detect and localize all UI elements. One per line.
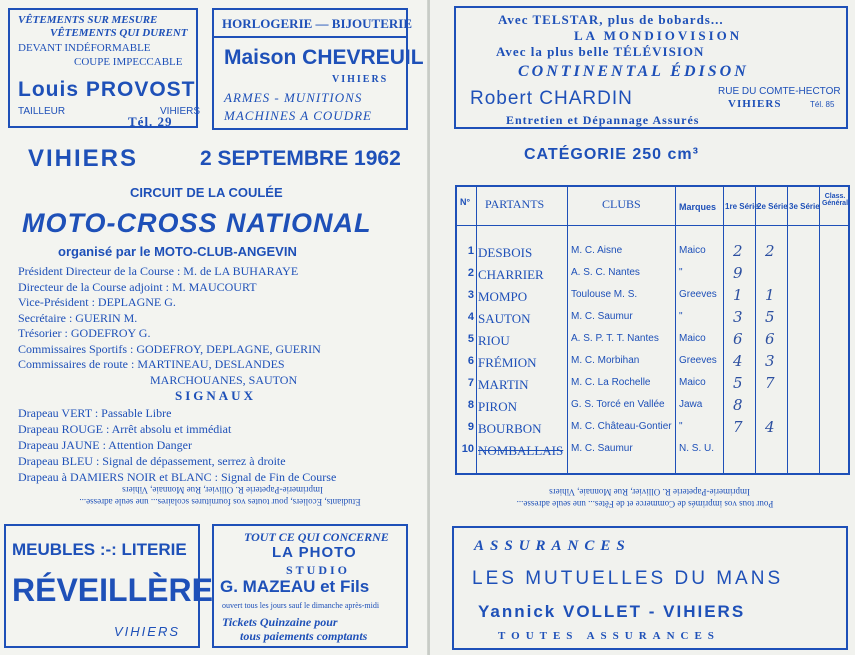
cell-name: BOURBON (478, 421, 542, 436)
cell-name: MARTIN (478, 377, 529, 392)
cell-club: M. C. Aisne (571, 245, 623, 256)
th-clubs: CLUBS (602, 197, 641, 211)
official-line: Vice-Président : DEPLAGNE G. (18, 295, 176, 309)
cell-brand: Jawa (679, 399, 703, 410)
cell-num: 7 (467, 377, 474, 389)
officials-list (18, 264, 321, 388)
cell-serie2: 7 (765, 374, 775, 392)
signal-line: Drapeau ROUGE : Arrêt absolu et immédiat (18, 422, 232, 436)
th-marques: Marques (679, 202, 717, 212)
mutuelles-name: Yannick VOLLET - VIHIERS (478, 602, 746, 621)
cell-club: M. C. Saumur (571, 443, 633, 454)
event-title: MOTO-CROSS NATIONAL (22, 208, 372, 238)
provost-line1: VÊTEMENTS SUR MESURE (18, 14, 158, 26)
table-row (457, 396, 852, 420)
signal-line: Drapeau BLEU : Signal de dépassement, serrez à droite (18, 454, 286, 468)
chevreuil-header: HORLOGERIE — BIJOUTERIE (222, 16, 412, 31)
ad-provost (8, 8, 201, 129)
event-date: 2 SEPTEMBRE 1962 (200, 147, 401, 170)
provost-trade: TAILLEUR (18, 106, 66, 117)
th-partants: PARTANTS (485, 197, 545, 211)
cell-club: A. S. C. Nantes (571, 267, 640, 278)
chardin-line1: Avec TELSTAR, plus de bobards... (498, 12, 724, 27)
cell-club: A. S. P. T. T. Nantes (571, 333, 659, 344)
chevreuil-line1: ARMES - MUNITIONS (224, 90, 363, 105)
chevreuil-name: Maison CHEVREUIL (224, 46, 424, 69)
cell-num: 4 (467, 311, 474, 323)
signal-line: Drapeau à DAMIERS NOIR et BLANC : Signal de Fin de Course (18, 470, 337, 484)
provost-town: VIHIERS (160, 106, 201, 117)
th-serie2: 2e Série (757, 202, 788, 211)
table-row (457, 330, 852, 354)
cell-club: G. S. Torcé en Vallée (571, 399, 665, 410)
cell-num: 8 (467, 399, 474, 411)
cell-name: FRÉMION (478, 355, 537, 370)
ad-mutuelles (452, 526, 848, 650)
cell-brand: " (679, 421, 683, 432)
cell-num: 9 (467, 421, 474, 433)
cell-name: DESBOIS (478, 245, 533, 260)
cell-name: NOMBALLAIS (478, 443, 564, 458)
event-circuit: CIRCUIT DE LA COULÉE (130, 185, 283, 200)
cell-num: 2 (467, 267, 474, 279)
official-line: Secrétaire : GUERIN M. (18, 310, 138, 325)
mutuelles-line1: LES MUTUELLES DU MANS (472, 568, 784, 589)
cell-name: SAUTON (478, 311, 531, 326)
event-town: VIHIERS (28, 145, 139, 172)
results-table (455, 185, 850, 475)
chardin-line2: LA MONDIOVISION (574, 28, 743, 43)
ad-mazeau (212, 524, 408, 648)
cell-name: PIRON (478, 399, 518, 414)
cell-club: Toulouse M. S. (571, 289, 638, 300)
ad-chevreuil (212, 8, 424, 130)
official-line: Commissaires de route : MARTINEAU, DESLANDES (18, 357, 285, 371)
cell-serie1: 7 (733, 418, 743, 436)
cell-num: 6 (467, 355, 474, 367)
cell-serie2: 5 (765, 308, 775, 326)
ad-chardin (454, 6, 848, 129)
cell-name: MOMPO (478, 289, 528, 304)
official-line: Trésorier : GODEFROY G. (18, 326, 151, 340)
chevreuil-town: VIHIERS (332, 74, 389, 85)
cell-serie1: 9 (733, 264, 743, 282)
printer-line-right-1: Imprimerie-Papeterie R. Ollivier, Rue Monnaie, Vihiers (549, 487, 750, 497)
cell-brand: Maico (679, 245, 706, 256)
cell-num: 1 (467, 245, 474, 257)
mazeau-line4: ouvert tous les jours sauf le dimanche après-midi (222, 601, 380, 610)
mazeau-line2: LA PHOTO (272, 544, 357, 561)
mazeau-line1: TOUT CE QUI CONCERNE (244, 530, 389, 544)
table-row (457, 242, 852, 266)
table-row (457, 352, 852, 376)
cell-serie1: 1 (733, 286, 743, 304)
chardin-street: RUE DU COMTE-HECTOR (718, 86, 841, 97)
cell-serie2: 3 (765, 352, 775, 370)
official-line: MARCHOUANES, SAUTON (150, 372, 298, 387)
cell-club: M. C. Saumur (571, 311, 633, 322)
printer-line-1: Imprimerie-Papeterie R. Ollivier, Rue Monnaie, Vihiers (122, 485, 323, 495)
provost-line2: VÊTEMENTS QUI DURENT (50, 27, 188, 39)
provost-line3: DEVANT INDÉFORMABLE (18, 42, 151, 54)
mazeau-name: G. MAZEAU et Fils (220, 577, 370, 596)
cell-brand: " (679, 267, 683, 278)
cell-brand: " (679, 311, 683, 322)
official-line: Directeur de la Course adjoint : M. MAUCOURT (18, 279, 257, 294)
mutuelles-line2: TOUTES ASSURANCES (498, 630, 720, 642)
chardin-town: VIHIERS (728, 98, 782, 110)
official-line: Président Directeur de la Course : M. de LA BUHARAYE (18, 264, 299, 278)
chevreuil-line2: MACHINES A COUDRE (224, 108, 372, 123)
signal-line: Drapeau VERT : Passable Libre (18, 406, 172, 420)
reveillere-name: RÉVEILLÈRE (12, 572, 213, 608)
cell-serie2: 1 (765, 286, 775, 304)
signals-list (18, 405, 336, 485)
mutuelles-header: ASSURANCES (474, 538, 631, 554)
cell-serie1: 2 (733, 242, 743, 260)
cell-serie2: 4 (765, 418, 775, 436)
th-num: N° (460, 197, 471, 207)
cell-num: 5 (467, 333, 474, 345)
printer-line-2: Etudiants, Ecoliers, pour toutes vos fournitures scolaires... une seule adresse... (79, 497, 361, 507)
cell-serie1: 4 (733, 352, 743, 370)
chardin-brand: CONTINENTAL ÉDISON (518, 63, 749, 80)
chardin-line4: Entretien et Dépannage Assurés (506, 113, 700, 127)
table-row (457, 418, 852, 442)
cell-name: RIOU (478, 333, 510, 348)
signals-title: SIGNAUX (175, 388, 256, 403)
provost-name: Louis PROVOST (18, 78, 196, 101)
table-row (457, 374, 852, 398)
ad-reveillere (4, 524, 213, 648)
th-class: Class. Général (821, 193, 849, 207)
cell-brand: N. S. U. (679, 443, 715, 454)
cell-serie1: 8 (733, 396, 743, 414)
cell-club: M. C. Château-Gontier (571, 421, 672, 432)
cell-brand: Maico (679, 333, 706, 344)
reveillere-town: VIHIERS (114, 624, 181, 639)
th-serie3: 3e Série (789, 202, 820, 211)
table-row (457, 443, 852, 464)
cell-serie1: 3 (733, 308, 743, 326)
cell-num: 3 (467, 289, 474, 301)
cell-name: CHARRIER (478, 267, 544, 282)
signal-line: Drapeau JAUNE : Attention Danger (18, 438, 192, 452)
table-row (457, 308, 852, 332)
cell-club: M. C. La Rochelle (571, 377, 651, 388)
provost-line4: COUPE IMPECCABLE (74, 56, 183, 68)
cell-serie2: 2 (765, 242, 775, 260)
cell-brand: Greeves (679, 355, 717, 366)
official-line: Commissaires Sportifs : GODEFROY, DEPLAGNE, GUERIN (18, 341, 321, 356)
cell-serie1: 6 (733, 330, 743, 348)
provost-phone: Tél. 29 (128, 114, 173, 129)
chardin-name: Robert CHARDIN (470, 88, 633, 109)
table-row (457, 286, 852, 310)
event-organizer: organisé par le MOTO-CLUB-ANGEVIN (58, 244, 297, 259)
category-title: CATÉGORIE 250 cm³ (524, 146, 699, 163)
th-serie1: 1re Série (725, 202, 759, 211)
cell-club: M. C. Morbihan (571, 355, 640, 366)
printer-line-right-2: Pour tous vos imprimés de Commerce et de Fêtes... une seule adresse... (516, 499, 774, 509)
header-divider (457, 225, 848, 226)
cell-brand: Greeves (679, 289, 717, 300)
mazeau-line5: Tickets Quinzaine pour (222, 615, 338, 629)
mazeau-line6: tous paiements comptants (240, 629, 368, 643)
chardin-phone: Tél. 85 (810, 100, 835, 109)
cell-num: 10 (461, 443, 474, 455)
cell-serie2: 6 (765, 330, 775, 348)
table-row (457, 264, 852, 288)
chevreuil-divider (214, 36, 406, 38)
chardin-line3: Avec la plus belle TÉLÉVISION (496, 44, 705, 59)
mazeau-line3: STUDIO (286, 563, 351, 577)
cell-brand: Maico (679, 377, 706, 388)
cell-serie1: 5 (733, 374, 743, 392)
reveillere-line1: MEUBLES :-: LITERIE (12, 540, 187, 559)
